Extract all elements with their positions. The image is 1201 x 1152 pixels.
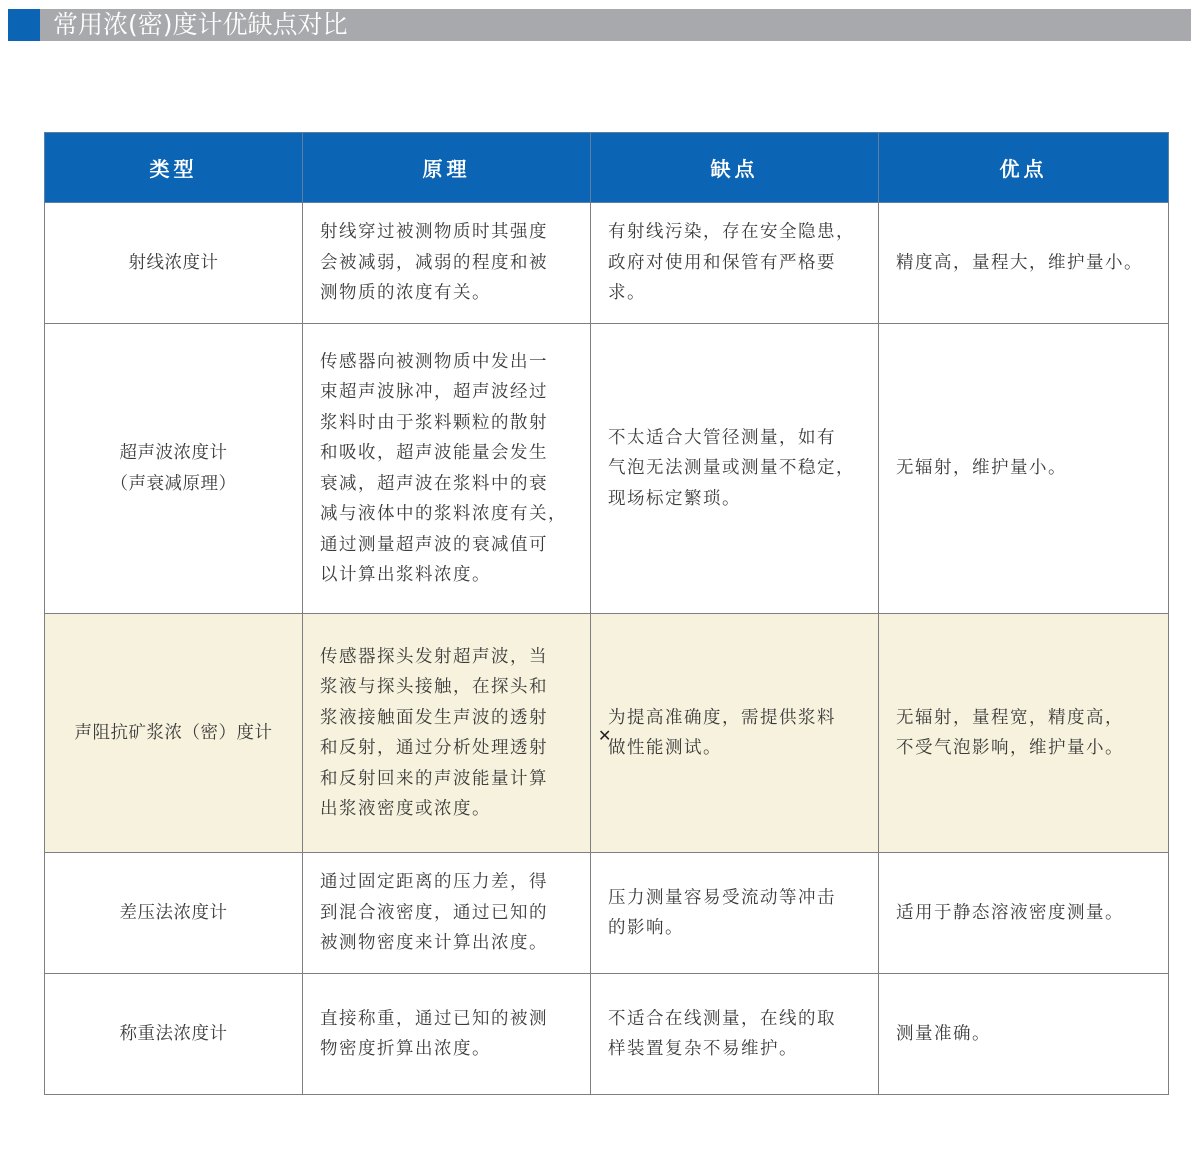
page-title: 常用浓(密)度计优缺点对比 bbox=[53, 10, 348, 39]
cell-type: 超声波浓度计 （声衰减原理） bbox=[45, 324, 303, 614]
header-cons: 缺点 bbox=[591, 133, 879, 203]
cell-pros: 适用于静态溶液密度测量。 bbox=[879, 853, 1169, 974]
cell-cons: 压力测量容易受流动等冲击 的影响。 bbox=[591, 853, 879, 974]
table-row bbox=[45, 853, 1169, 974]
cell-cons: 有射线污染，存在安全隐患， 政府对使用和保管有严格要 求。 bbox=[591, 203, 879, 324]
cell-principle: 射线穿过被测物质时其强度 会被减弱，减弱的程度和被 测物质的浓度有关。 bbox=[303, 203, 591, 324]
header-type: 类型 bbox=[45, 133, 303, 203]
table-row bbox=[45, 203, 1169, 324]
cell-pros: 无辐射，量程宽，精度高， 不受气泡影响，维护量小。 bbox=[879, 614, 1169, 853]
cell-type: 称重法浓度计 bbox=[45, 974, 303, 1095]
cell-principle: 通过固定距离的压力差，得 到混合液密度，通过已知的 被测物密度来计算出浓度。 bbox=[303, 853, 591, 974]
cell-type: 射线浓度计 bbox=[45, 203, 303, 324]
cell-pros: 无辐射，维护量小。 bbox=[879, 324, 1169, 614]
cell-type: 差压法浓度计 bbox=[45, 853, 303, 974]
cell-cons: 为提高准确度，需提供浆料 做性能测试。 bbox=[591, 614, 879, 853]
table-header-row bbox=[45, 133, 1169, 203]
title-bar bbox=[8, 9, 1191, 41]
header-principle: 原理 bbox=[303, 133, 591, 203]
cell-pros: 精度高，量程大，维护量小。 bbox=[879, 203, 1169, 324]
close-icon[interactable]: ✕ bbox=[598, 726, 612, 745]
table-row bbox=[45, 324, 1169, 614]
header-pros: 优点 bbox=[879, 133, 1169, 203]
title-accent-block bbox=[8, 9, 40, 41]
cell-type: 声阻抗矿浆浓（密）度计 bbox=[45, 614, 303, 853]
cell-pros: 测量准确。 bbox=[879, 974, 1169, 1095]
cell-cons: 不适合在线测量，在线的取 样装置复杂不易维护。 bbox=[591, 974, 879, 1095]
cell-principle: 传感器向被测物质中发出一 束超声波脉冲，超声波经过 浆料时由于浆料颗粒的散射 和吸收，超声波能量会发生 衰减，超声波在浆料中的衰 减与液体中的浆料浓度有关， 通过测量超声波的衰减值可 以计算出浆料浓度。 bbox=[303, 324, 591, 614]
cell-principle: 传感器探头发射超声波，当 浆液与探头接触，在探头和 浆液接触面发生声波的透射 和反射，通过分析处理透射 和反射回来的声波能量计算 出浆液密度或浓度。 bbox=[303, 614, 591, 853]
cell-principle: 直接称重，通过已知的被测 物密度折算出浓度。 bbox=[303, 974, 591, 1095]
comparison-table bbox=[44, 132, 1169, 1095]
table-row bbox=[45, 974, 1169, 1095]
cell-cons: 不太适合大管径测量，如有 气泡无法测量或测量不稳定， 现场标定繁琐。 bbox=[591, 324, 879, 614]
